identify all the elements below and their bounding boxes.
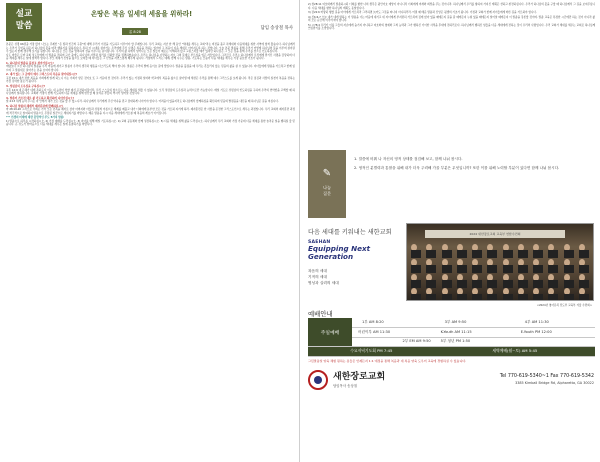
service-time: AM 9:50 xyxy=(451,320,467,324)
service-label: 5부 청년 xyxy=(440,339,455,344)
service-label: 4부 xyxy=(524,320,531,324)
church-english-title: Equipping Next Generation xyxy=(308,244,371,261)
service-label: 어린이부 xyxy=(358,329,372,334)
vision-line: 복음의 세대 xyxy=(308,269,327,273)
point-title: 4. 말씀이 가르친 대로 삶 기도하고 확신하며 나아가십시오! xyxy=(6,96,74,100)
worship-title: 예배안내 xyxy=(308,310,333,318)
application-item: 2. 영적인 분별력과 통찰을 위해 내가 더욱 주력해 가꿀 부분은 무엇입니까? 또한 이를 위해 노력할 부분이 있다면 함께 나눠 봅시다. xyxy=(354,166,560,170)
sermon-body xyxy=(6,43,295,127)
group-photo xyxy=(406,223,594,301)
photo-row xyxy=(411,272,589,286)
service-cell xyxy=(435,318,515,328)
application-tag-label: 나눔 질문 xyxy=(322,185,332,196)
service-label: 2부 EM xyxy=(402,339,415,344)
service-time: PM 1:50 xyxy=(455,339,471,344)
application-tag xyxy=(308,150,346,218)
closing-note: *** 인생의 미래에 대한 통합적인 주도 5가지 말씀: xyxy=(6,116,65,120)
service-time: AM 11:30 xyxy=(373,329,391,334)
vision-line: 영성과 실력의 세대 xyxy=(308,281,339,285)
table-row xyxy=(308,318,595,328)
point-title: 1. 하나님의 말씀을 붙잡고 살아가십시오! xyxy=(6,61,54,65)
photo-caption: <2024년 영아유치 전도부 교육부 겨울 수련회> xyxy=(536,304,592,307)
application-item: 1. 말씀에 비춰 나 자신의 영적 상태를 점검해 보고, 함께 나눠 봅시다. xyxy=(354,157,463,161)
service-cell xyxy=(435,337,515,347)
point-title: 5. 하나님 말씀의 체계적 제자훈련에 함께하십시오 xyxy=(6,104,64,108)
midweek-label: 새벽예배(월~토) xyxy=(492,348,521,354)
church-logo-icon xyxy=(308,370,328,390)
empty-cell xyxy=(515,337,595,347)
point-text: 마 28:19-20 그러므로 너희는 가서 모든 민족을 제자로 삼아 아버지와 아들과 성령의 이름으로 세례를 베풀고 내가 너희에게 분부한 모든 것을 가르쳐 지키게 하라. 제자훈련은 한 사람을 온전한 그리스도인으로 세우는 과정입니다. 우리 교회의 제자훈련 과정에 적극적으로 참여하여 말씀으로 무장된 일꾼으로 세워지기를 바랍니다. 배운 말씀을 다시 다음 세대에게 가르칠 때 복음의 계보가 이어집니다. xyxy=(6,108,295,115)
sermon-paragraph: 사도 바울은 로마 교회 성도들에게 이 말씀을 전하며 고난 중에도 하나님의 사랑과 섭리를 신뢰할 것을 권면하였습니다. 우리는 하나님을 사랑하는 자요 그의 뜻대로 부르심을 입은 자들입니다. 그러므로 우리는 하나님께서 우리에게 맡기신 사명을 감당하며 다음 세대를 세우는 일에 힘써야 합니다. 부모 세대가 신앙을 삶으로 보여줄 때 자녀들은 그 신앙을 자연스럽게 배우게 됩니다. 가정에서 드리는 예배, 함께 나누는 말씀, 기도하는 모습이 다음 세대를 세우는 가장 중요한 기초가 됩니다. xyxy=(6,53,295,61)
midweek-cell xyxy=(435,347,595,357)
service-time: AM 8:20 xyxy=(368,320,384,324)
service-time: AM 11:15 xyxy=(454,330,472,335)
scripture-item: 3) 잠22:6 마땅히 행할 길을 아이에게 가르치라 그리하면 늙어도 그것을 떠나지 아니하리라. 어릴 때 배운 말씀과 신앙은 평생의 기초가 됩니다. 가정과 교회가 함께 자녀들에게 바른 길을 가르쳐야 합니다. xyxy=(308,11,537,15)
point-text: 빌 4:13 내게 능력 주시는 자 안에서 내가 모든 것을 할 수 있느니라. 하나님께서 우리에게 주신 약속을 믿고 담대하게 나아가야 합니다. 어려움이 있을지라도 하나님께서 함께하심을 확신하며 믿음의 발걸음을 내딛을 때 하나님은 길을 여십니다. xyxy=(6,100,279,104)
photo-banner: 2024 새한장로교회 교육부 연합수련회 xyxy=(425,230,565,238)
midweek-time: AM 5:45 xyxy=(521,348,538,354)
scripture-item: 5) 시78:4 우리가 이를 그들의 자손에게 숨기지 아니하고 여호와의 영예와 그의 능력과 그가 행하신 기이한 사적을 후대에 전하리로다. 하나님께서 행하신 일들을 다음 세대에게 전하는 것이 우리의 사명입니다. 우리 교회가 세대를 세우는 교회로 하나님께 쓰임받기를 소망합니다. xyxy=(308,23,595,31)
service-cell xyxy=(515,328,595,338)
point-text: 계명보다 크신 하나님의 말씀을 우리 마음에 새기고 말씀이 우리의 생각과 행동을 다스리도록 해야 합니다. 말씀은 우리의 발에 등이요 길에 빛입니다. 말씀을 붙잡을 때 우리는 흔들리지 않는 믿음의 삶을 살 수 있습니다. 자녀들에게 말씀을 가르치고 함께 읽으며 그 말씀대로 살아가는 본을 보여야 합니다. xyxy=(6,65,295,72)
sermon-title: 온땅은 복음 일세대 세움을 위하라! xyxy=(90,10,193,18)
service-label: K-Youth xyxy=(440,330,454,335)
service-label: E-Youth xyxy=(520,330,534,335)
right-column xyxy=(302,0,600,462)
book-icon: ✎ xyxy=(322,168,332,179)
photo-row xyxy=(411,242,589,256)
service-label: 3부 xyxy=(444,320,451,324)
vision-line: 기적의 세대 xyxy=(308,275,327,279)
point-title: 3. 성령님의 도우심을 구하십시오! xyxy=(6,85,46,89)
application-box xyxy=(302,148,600,218)
midweek-time: PM 7:45 xyxy=(377,348,393,354)
midweek-cell xyxy=(308,347,435,357)
church-footer xyxy=(302,365,600,393)
table-row xyxy=(308,347,595,357)
closing-text: 1) 말씀으로 하루를 시작하십시오. 2) 가정 예배를 드리십시오. 3) 자녀를 위해 매일 기도하십시오. 4) 교회 공동체와 함께 성장하십시오. 5) 다음 세대를 위해 삶을 드리십시오. 하나님께서 우리 교회와 가정 가운데 다음 세대를 통한 놀라운 일을 행하실 줄 믿습니다. 온 성도가 한마음으로 다음 세대를 세우는 일에 동참하기를 바랍니다. xyxy=(6,119,295,127)
scripture-item: 2) 창28:11 여호와께서 말씀하시되 너희를 향한 나의 생각은 평안이요 재앙이 아니니라 너희에게 미래와 희망을 주는 것이니라. 하나님께서 우리를 향하여 가지신 계획은 선하고 완전하십니다. 우리가 하나님의 뜻을 구할 때 하나님께서 그 길을 보여주십니다. 다음 세대를 향한 하나님의 계획도 동일합니다. xyxy=(308,3,595,10)
midweek-label: 수요저녁기도회 xyxy=(350,348,376,354)
sermon-tag-line2: 말씀 xyxy=(15,21,33,31)
sermon-tag-line1: 설교 xyxy=(15,9,33,19)
service-cell xyxy=(435,328,515,338)
scripture-continuation xyxy=(302,0,600,148)
sermon-reference: 롬 8:28 xyxy=(122,28,148,35)
church-promo xyxy=(302,218,600,302)
sunday-worship-label: 주일예배 xyxy=(308,318,352,347)
church-phone: Tel 770-619-5340~1 Fax 770-619-5342 xyxy=(499,374,594,379)
scripture-item: 4) 신6:6-7 오늘 내가 네게 명하는 이 말씀을 너는 마음에 새기고 네 자녀에게 부지런히 가르치며 집에 앉아 있을 때에든지 길을 갈 때에든지 누워 있을 때에든지 일어날 때에든지 이 말씀을 강론할 것이며. 말씀 교육은 특정한 시간에만 하는 것이 아니라 삶의 모든 순간에 이루어져야 합니다. xyxy=(308,15,595,23)
service-cell xyxy=(352,328,435,338)
sermon-header xyxy=(6,3,295,43)
point-title: 2. 내가 있는 그 곳에서 예수 그리스도의 복음을 살아내십시오! xyxy=(6,73,78,77)
training-note: 그림말씀일 양육 체험 원하는 분들은 언제든지 1:1 예정을 통해 복음과 새 복음 양육 도우미 교육에 경험하실 수 있습니다. xyxy=(308,358,467,363)
church-promo-title: 다음 세대를 키워내는 새한교회 xyxy=(308,229,392,236)
point-text: 고전 15:1 내가 전한 복음을 너희에게 알게 하노니 이는 너희가 받은 것이요 또 그 가운데 선 것이라. 우리가 있는 가정과 일터와 학교에서 복음을 삶으로 살아낼 때 세상은 우리를 통해 예수 그리스도를 보게 됩니다. 작은 섬김과 사랑의 실천이 복음을 전하는 가장 강력한 통로가 됩니다. xyxy=(6,76,295,84)
point-text: 고후 12:9 내 은혜가 네게 족하도다 이는 내 능력이 약한 데서 온전하여짐이라. 우리 스스로의 힘으로는 다음 세대를 세울 수 없습니다. 오직 성령님의 도우심과 능력으로만 가능합니다. 매일 기도로 성령님의 인도하심을 구하며 우리의 연약함을 고백할 때 하나님께서 일하십니다. 교회와 가정이 함께 기도하며 다음 세대를 위해 헌신할 때 놀라운 부흥의 역사가 일어날 것입니다. xyxy=(6,88,295,96)
sermon-paragraph: 본문은 성경 66권중 가장 많이 나오는 주제인 "온 땅과 인간의 구원"에 대해 우리가 이것을 기도하고 이루어야 할 주제입니다. 우리 교회는 지난 한 해 동안 "세대를 세우는 교회"라는 비전을 품고 차세대와 다음세대를 위한 사역에 힘써 왔습니다. 하나님께서는 우리가 무엇을 하든지 하나님의 뜻을 따라 행하기를 원하십니다. 특히 이 시대를 살아가는 우리에게 주신 사명은 복음을 전하는 일이며 그 복음이 다음 세대로 이어지도록 하는 것입니다. 오늘 본문 말씀을 통해 우리가 어떻게 하나님의 뜻을 이루며 살아갈 수 있는지 함께 생각해 보기를 원합니다. 하나님은 모든 것을 합력하여 선을 이루시는 분이십니다. 우리의 삶 속에서 일어나는 모든 일들이 때로는 이해되지 않고 고통스러울 때가 있지만 하나님은 그 모든 것을 통해 우리를 선으로 인도하십니다. xyxy=(6,43,295,54)
service-cell xyxy=(515,318,595,328)
church-name: 새한장로교회 xyxy=(333,371,386,382)
service-label: 1부 xyxy=(362,320,368,324)
church-address: 3385 Kimball Bridge Rd, Alpharetta, GA 30022 xyxy=(515,381,594,385)
sermon-preacher: 담임 송상철 목사 xyxy=(260,26,293,31)
church-saehan-label: SAEHAN xyxy=(308,240,331,245)
service-time: AM 11:30 xyxy=(531,320,549,324)
service-time: AM 9:50 xyxy=(415,339,431,344)
service-cell xyxy=(352,318,435,328)
table-row xyxy=(308,328,595,338)
photo-row xyxy=(411,286,589,300)
worship-table xyxy=(308,318,595,357)
photo-row xyxy=(411,257,589,271)
service-time: PM 12:00 xyxy=(534,330,552,335)
application-list xyxy=(346,150,595,218)
church-pastor: 담임목사 송상철 xyxy=(333,383,358,388)
table-row xyxy=(308,337,595,347)
service-cell xyxy=(352,337,435,347)
